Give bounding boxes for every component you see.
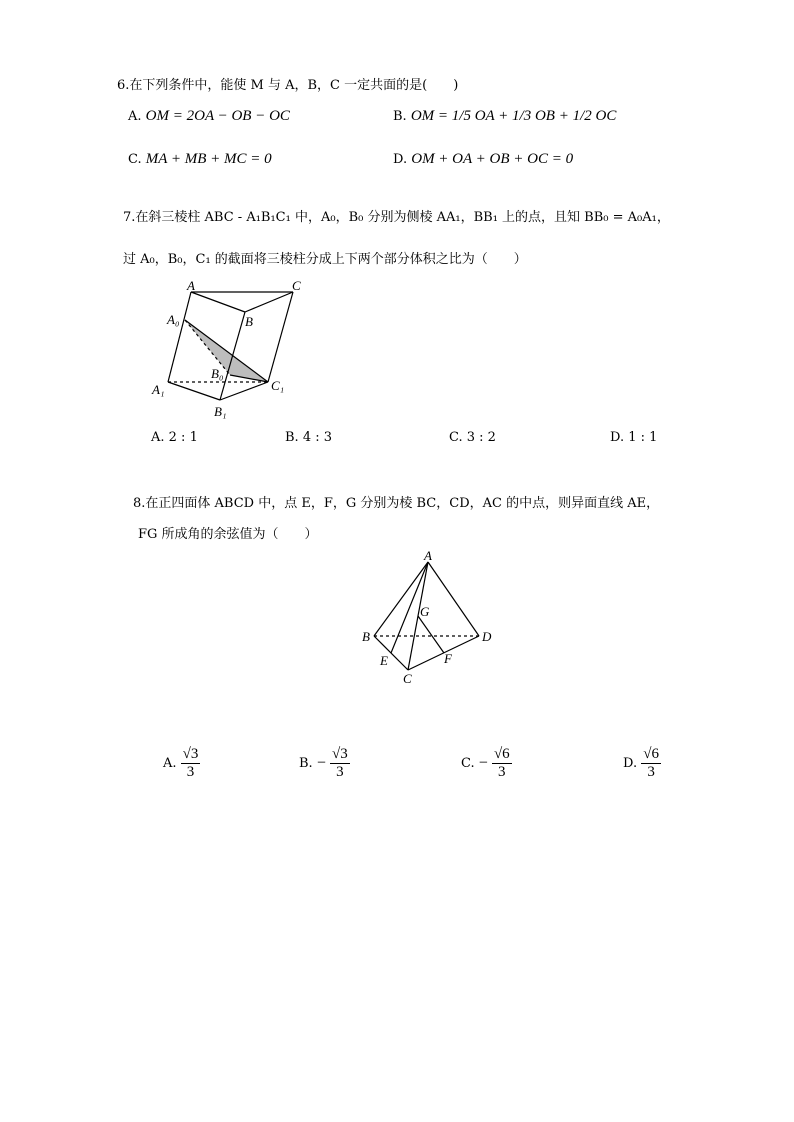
- q8-option-b-denominator: 3: [336, 764, 344, 780]
- q6-option-c-label: C.: [128, 152, 142, 167]
- q8-label-g: G: [420, 604, 430, 619]
- q8-option-c-sign: −: [478, 754, 488, 772]
- q8-label-a: A: [424, 548, 432, 563]
- q8-option-d-numerator: √6: [643, 746, 659, 762]
- q8-option-a-denominator: 3: [186, 764, 195, 780]
- q8-label-c: C: [403, 671, 412, 686]
- q8-label-f: F: [444, 651, 452, 666]
- q7-label-b0: B₀: [211, 366, 224, 381]
- q6-option-b-label: B.: [393, 109, 407, 124]
- q7-stem-line1: 7.在斜三棱柱 ABC - A₁B₁C₁ 中，A₀，B₀ 分别为侧棱 AA₁，BB₁ 上的点，且知 BB₀ = A₀A₁，: [123, 210, 670, 225]
- q6-option-b-expr: OM = 1/5 OA + 1/3 OB + 1/2 OC: [410, 108, 617, 124]
- q8-option-d: [623, 746, 661, 781]
- q8-option-b-numerator: √3: [332, 746, 348, 762]
- q8-option-b-label: B.: [299, 756, 313, 771]
- q7-option-b: B. 4 : 3: [285, 430, 333, 445]
- q7-label-b: B: [245, 314, 253, 329]
- q7-option-a: A. 2 : 1: [151, 430, 198, 445]
- q8-stem-line2: FG 所成角的余弦值为（ ）: [138, 527, 318, 542]
- q8-option-a-fraction: [181, 746, 201, 781]
- q8-option-b-sign: −: [316, 754, 326, 772]
- q6-option-b: [393, 108, 616, 125]
- q8-option-c-fraction: [492, 746, 512, 781]
- q8-option-a-label: A.: [163, 756, 177, 771]
- q8-option-c: [461, 746, 512, 781]
- q8-tetrahedron-figure: [358, 548, 508, 688]
- q6-option-a: [128, 108, 290, 125]
- q8-option-c-denominator: 3: [498, 764, 506, 780]
- q7-label-c1: C₁: [271, 378, 285, 393]
- q7-option-c: C. 3 : 2: [449, 430, 496, 445]
- q8-option-b-fraction: [330, 746, 350, 781]
- q7-option-d: D. 1 : 1: [610, 430, 658, 445]
- q8-option-d-fraction: [641, 746, 661, 781]
- q8-option-a: [163, 746, 200, 781]
- q8-label-d: D: [482, 629, 492, 644]
- q7-label-a1: A₁: [152, 382, 165, 397]
- q8-option-c-label: C.: [461, 756, 475, 771]
- q7-prism-figure: [145, 278, 325, 423]
- q6-option-d-label: D.: [393, 152, 408, 167]
- q6-option-a-expr: OM = 2OA − OB − OC: [145, 108, 290, 124]
- q6-option-d-expr: OM + OA + OB + OC = 0: [411, 151, 574, 167]
- q7-label-b1: B₁: [214, 404, 227, 419]
- q8-option-d-denominator: 3: [647, 764, 655, 780]
- q8-option-b: [299, 746, 350, 781]
- q7-label-c: C: [292, 278, 301, 293]
- q6-option-c: [128, 151, 272, 168]
- q6-option-d: [393, 151, 573, 168]
- q7-stem-line2: 过 A₀，B₀，C₁ 的截面将三棱柱分成上下两个部分体积之比为（ ）: [123, 252, 527, 267]
- q6-stem: 6.在下列条件中，能使 M 与 A，B，C 一定共面的是( ): [117, 78, 459, 93]
- q8-option-c-numerator: √6: [493, 746, 510, 762]
- q8-option-a-numerator: √3: [182, 746, 199, 762]
- q6-option-c-expr: MA + MB + MC = 0: [145, 151, 272, 167]
- q7-label-a: A: [187, 278, 195, 293]
- q8-label-b: B: [362, 629, 370, 644]
- q8-option-d-label: D.: [623, 756, 638, 771]
- q8-label-e: E: [380, 653, 388, 668]
- q8-stem-line1: 8.在正四面体 ABCD 中，点 E，F，G 分别为棱 BC，CD，AC 的中点，则异面直线 AE，: [133, 496, 660, 511]
- q7-label-a0: A₀: [167, 312, 180, 327]
- q6-option-a-label: A.: [128, 109, 142, 124]
